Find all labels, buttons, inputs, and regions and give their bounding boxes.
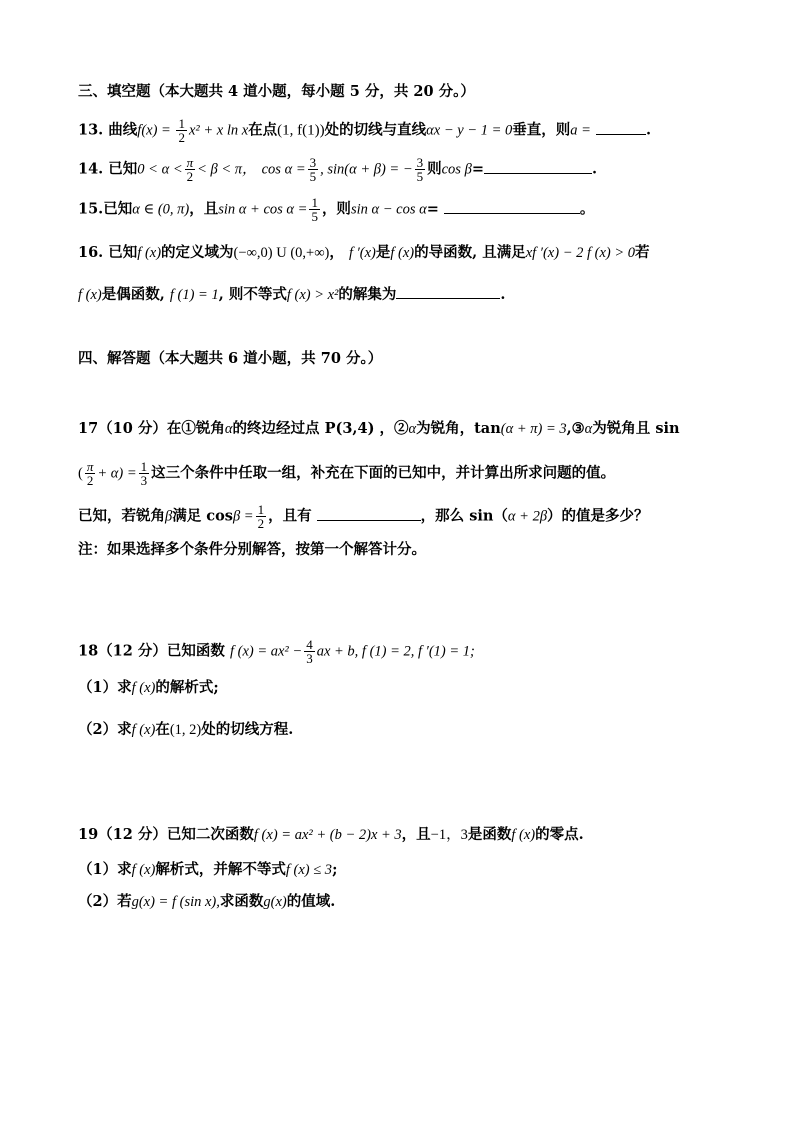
punctuation: 。 — [579, 200, 595, 218]
math-expr: a = — [570, 122, 591, 139]
question-text: （1）求 — [78, 861, 132, 878]
math-expr: 0 < α < — [137, 161, 183, 178]
question-text: 则 — [427, 160, 442, 178]
math-expr: f ′(x) — [348, 245, 376, 261]
fraction — [415, 156, 426, 183]
question-18-part-1 — [78, 678, 219, 698]
question-text: 是 — [375, 244, 391, 261]
fraction — [85, 460, 96, 487]
fraction — [309, 196, 320, 223]
question-text: 17（10 分）在①锐角 — [78, 420, 225, 437]
question-text: 的解集为 — [338, 286, 397, 303]
math-expr: g(x) = f (sin x), — [131, 894, 220, 910]
answer-blank[interactable] — [317, 506, 421, 521]
question-text: 已知 — [108, 160, 138, 178]
question-16-continued — [78, 284, 505, 305]
answer-blank[interactable] — [596, 120, 646, 135]
question-text: 在 — [155, 721, 170, 738]
math-expr: cos β — [441, 161, 472, 178]
math-expr: f (x) — [511, 827, 536, 843]
question-text: 的定义域为 — [161, 244, 234, 261]
question-text: 垂直，则 — [512, 121, 571, 139]
math-expr: ( — [78, 465, 83, 482]
math-expr: f (x) — [78, 287, 102, 303]
math-expr: β = — [232, 508, 254, 525]
fraction-denominator: 3 — [306, 651, 313, 666]
fraction-numerator: π — [86, 459, 94, 474]
question-number: 16. — [78, 244, 104, 261]
question-17-note: 注：如果选择多个条件分别解答，按第一个解答计分。 — [78, 541, 426, 558]
math-expr: (−∞,0) U (0,+∞) — [233, 245, 330, 261]
math-expr: f (x) — [137, 245, 162, 261]
fraction — [308, 156, 319, 183]
question-18 — [78, 638, 475, 665]
fraction-denominator: 2 — [178, 130, 185, 145]
fraction-numerator: 3 — [309, 155, 317, 170]
math-expr: cos α = — [261, 161, 306, 178]
fraction-numerator: 4 — [306, 637, 313, 652]
question-number: 14. — [78, 160, 104, 178]
math-expr: g(x) — [263, 894, 287, 910]
question-text: 是偶函数, — [101, 286, 165, 303]
question-text: 18（12 分）已知函数 — [78, 642, 225, 660]
question-19-part-1 — [78, 860, 337, 880]
fraction — [304, 638, 315, 665]
punctuation: . — [591, 160, 598, 178]
question-text: （2）若 — [78, 893, 132, 910]
math-expr: f (1) = 1 — [169, 287, 219, 303]
answer-blank[interactable] — [444, 199, 580, 214]
question-text: 求函数 — [219, 893, 264, 910]
math-expr: α — [408, 421, 417, 437]
math-expr: (α + π) = 3 — [500, 421, 567, 437]
math-expr: f (x) — [131, 862, 156, 878]
question-text: 为锐角且 sin — [592, 420, 680, 437]
question-text: ，且 — [401, 826, 431, 843]
question-text: ， — [329, 244, 344, 261]
question-17 — [78, 419, 680, 439]
question-text: 的值域. — [286, 893, 336, 910]
question-text: 的零点. — [535, 826, 584, 843]
question-text: 若 — [635, 244, 650, 261]
math-expr: , sin(α + β) = − — [320, 161, 413, 178]
fraction — [176, 117, 187, 144]
math-expr: f (x) — [131, 680, 156, 696]
section-3-title: 三、填空题（本大题共 4 道小题，每小题 5 分，共 20 分。） — [78, 83, 475, 100]
fraction-numerator: 1 — [311, 195, 318, 210]
question-text: 是函数 — [467, 826, 512, 843]
math-expr: + α) = — [97, 465, 137, 482]
math-expr: α + 2β — [507, 508, 548, 525]
question-text: 曲线 — [108, 121, 138, 139]
question-text: 的解析式; — [155, 679, 219, 696]
question-text: （2）求 — [78, 721, 132, 738]
punctuation: . — [645, 121, 652, 139]
question-text: 19（12 分）已知二次函数 — [78, 826, 254, 843]
math-expr: ax + b, f (1) = 2, f ′(1) = 1; — [316, 643, 475, 660]
math-expr: x² + x ln x — [188, 122, 249, 139]
fraction-denominator: 5 — [311, 209, 318, 224]
math-expr: f (x) — [390, 245, 415, 261]
question-text: 的导函数, 且满足 — [414, 244, 526, 261]
question-text: 在点 — [248, 121, 278, 139]
math-expr: sin α + cos α = — [218, 201, 308, 218]
math-expr: α — [224, 421, 233, 437]
fraction-denominator: 3 — [140, 473, 148, 488]
math-expr: f (x) = ax² − — [229, 643, 303, 660]
math-expr: sin α − cos α — [350, 201, 427, 218]
math-expr: f (x) — [131, 722, 156, 738]
question-19-part-2 — [78, 892, 335, 912]
math-expr: < β < π， — [197, 161, 257, 178]
question-15 — [78, 196, 594, 223]
question-text: 为锐角，tan — [416, 420, 501, 437]
fraction-numerator: 1 — [140, 459, 148, 474]
fraction-denominator: 2 — [186, 169, 194, 184]
question-text: 已知 — [108, 244, 138, 261]
question-text: 处的切线方程. — [201, 721, 294, 738]
question-text: ，且有 — [268, 507, 312, 525]
math-expr: α — [584, 421, 593, 437]
question-number: 15. — [78, 200, 104, 218]
fraction — [256, 503, 267, 530]
fraction — [185, 156, 196, 183]
question-17-condition-3 — [78, 460, 615, 487]
math-expr: (1, 2) — [169, 722, 202, 738]
question-text: 解析式，并解不等式 — [155, 861, 286, 878]
section-4-title: 四、解答题（本大题共 6 道小题，共 70 分。） — [78, 350, 383, 367]
question-18-part-2 — [78, 720, 293, 740]
math-expr: f (x) ≤ 3 — [285, 862, 333, 878]
fraction-denominator: 5 — [416, 169, 424, 184]
question-text: 已知 — [103, 200, 133, 218]
math-expr: β — [165, 508, 173, 525]
question-text: ，且 — [189, 200, 219, 218]
math-expr: f (x) = ax² + (b − 2)x + 3 — [253, 827, 402, 843]
fraction-denominator: 2 — [257, 516, 265, 531]
question-text: ,③ — [566, 420, 585, 437]
question-text: = — [426, 200, 439, 218]
question-text: ，则 — [321, 200, 351, 218]
question-16 — [78, 243, 650, 263]
question-number: 13. — [78, 121, 104, 139]
answer-blank[interactable] — [484, 159, 592, 174]
fraction-denominator: 2 — [86, 473, 94, 488]
question-text: ，那么 sin（ — [420, 507, 508, 525]
punctuation: ; — [332, 861, 338, 878]
punctuation: . — [500, 286, 506, 303]
question-text: 处的切线与直线 — [324, 121, 427, 139]
question-19 — [78, 825, 584, 845]
question-text: （1）求 — [78, 679, 132, 696]
question-17-given — [78, 503, 649, 530]
fraction-numerator: 3 — [416, 155, 424, 170]
math-expr: −1，3 — [430, 827, 468, 843]
fraction — [139, 460, 150, 487]
fraction-numerator: π — [186, 155, 194, 170]
math-expr: xf ′(x) − 2 f (x) > 0 — [525, 245, 636, 261]
fraction-numerator: 1 — [178, 116, 185, 131]
fraction-numerator: 1 — [257, 502, 265, 517]
math-expr: α ∈ (0, π) — [132, 201, 190, 218]
math-expr: (1, f(1)) — [277, 122, 325, 139]
question-text: ）的值是多少？ — [547, 507, 649, 525]
fraction-denominator: 5 — [309, 169, 317, 184]
question-text: 的终边经过点 P(3,4) ，② — [232, 420, 409, 437]
answer-blank[interactable] — [396, 284, 500, 299]
question-text: = — [471, 160, 484, 178]
math-expr: f(x) = — [137, 122, 175, 139]
math-expr: αx − y − 1 = 0 — [426, 122, 513, 139]
math-expr: f (x) > x² — [286, 287, 339, 303]
question-text: , 则不等式 — [218, 286, 287, 303]
question-14 — [78, 156, 597, 183]
question-text: 已知，若锐角 — [78, 507, 165, 525]
question-text: 这三个条件中任取一组，补充在下面的已知中，并计算出所求问题的值。 — [151, 464, 616, 482]
question-text: 满足 cos — [172, 507, 233, 525]
question-13 — [78, 117, 651, 144]
